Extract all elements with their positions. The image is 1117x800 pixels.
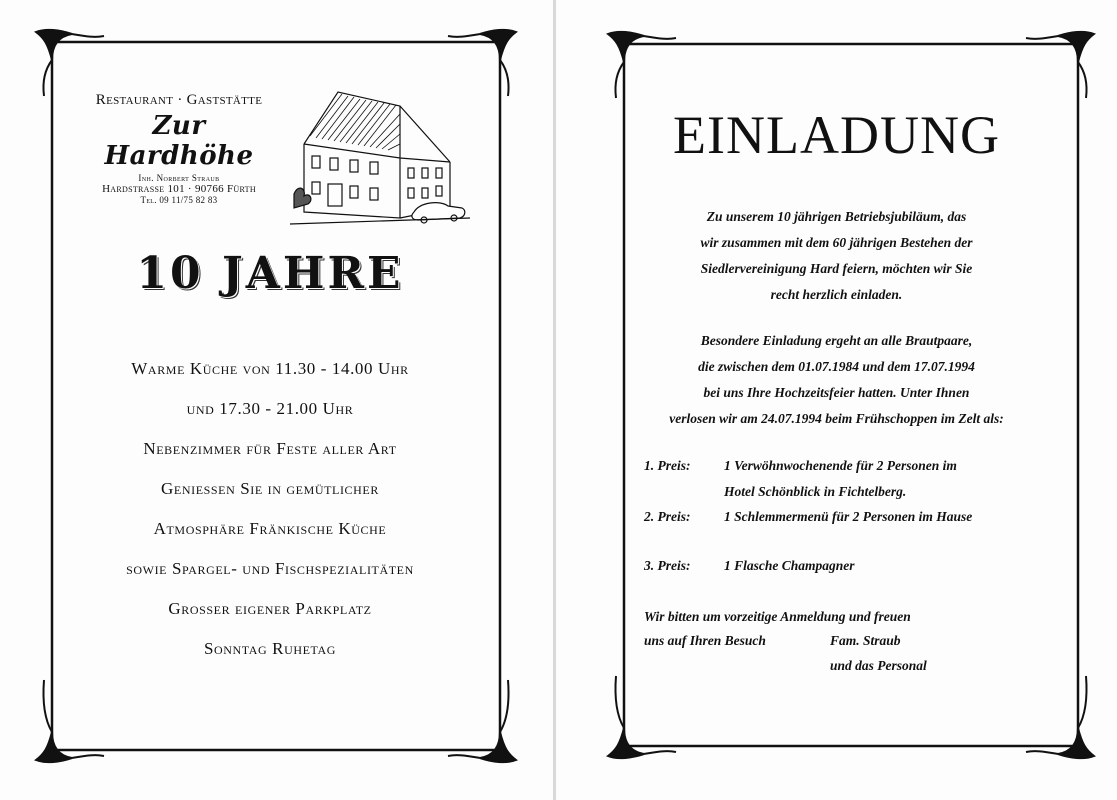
- right-page: [556, 0, 1117, 800]
- prize-text: 1 Verwöhnwochenende für 2 Personen im: [724, 458, 957, 473]
- feature-item: Geniessen Sie in gemütlicher: [161, 479, 379, 498]
- paragraph-line: recht herzlich einladen.: [770, 287, 903, 302]
- invitation-title: EINLADUNG: [673, 105, 1000, 165]
- closing-line: Wir bitten um vorzeitige Anmeldung und freuen: [644, 609, 911, 624]
- invitation-paragraph-1: [596, 204, 1077, 308]
- prize-text: Hotel Schönblick in Fichtelberg.: [724, 484, 907, 499]
- anniversary-heading: 10 JAHRE: [136, 248, 404, 299]
- prize-2: [644, 504, 972, 530]
- paragraph-line: verlosen wir am 24.07.1994 beim Frühschoppen im Zelt als:: [669, 411, 1004, 426]
- invitation-paragraph-2: [596, 328, 1077, 432]
- signature-family: Fam. Straub: [830, 633, 901, 648]
- restaurant-address: Hardstrasse 101 · 90766 Fürth: [102, 183, 256, 195]
- paragraph-line: die zwischen dem 01.07.1984 und dem 17.07.1994: [698, 359, 975, 374]
- prize-1-continued: [644, 479, 906, 505]
- prize-text: 1 Flasche Champagner: [724, 558, 855, 573]
- prize-label: 1. Preis:: [644, 458, 691, 473]
- feature-item: Grosser eigener Parkplatz: [168, 599, 372, 618]
- restaurant-name: Zur Hardhöhe: [104, 111, 254, 171]
- restaurant-header: [84, 92, 274, 205]
- restaurant-subtitle: Restaurant · Gaststätte: [95, 92, 263, 108]
- restaurant-phone: Tel. 09 11/75 82 83: [140, 195, 218, 205]
- feature-item: Warme Küche von 11.30 - 14.00 Uhr: [131, 359, 409, 378]
- feature-item: und 17.30 - 21.00 Uhr: [186, 399, 354, 418]
- prize-text: 1 Schlemmermenü für 2 Personen im Hause: [724, 509, 973, 524]
- feature-item: sowie Spargel- und Fischspezialitäten: [126, 559, 414, 578]
- paragraph-line: Siedlervereinigung Hard feiern, möchten wir Sie: [700, 261, 973, 276]
- paragraph-line: Zu unserem 10 jährigen Betriebsjubiläum, das: [706, 209, 967, 224]
- feature-list: [40, 352, 500, 672]
- prize-label: 2. Preis:: [644, 509, 691, 524]
- paragraph-line: wir zusammen mit dem 60 jährigen Bestehen der: [700, 235, 973, 250]
- prize-1: [644, 453, 957, 479]
- paragraph-line: bei uns Ihre Hochzeitsfeier hatten. Unter Ihnen: [703, 385, 970, 400]
- restaurant-building-illustration: [290, 84, 470, 229]
- feature-item: Atmosphäre Fränkische Küche: [153, 519, 387, 538]
- feature-item: Nebenzimmer für Feste aller Art: [143, 439, 397, 458]
- paragraph-line: Besondere Einladung ergeht an alle Brautpaare,: [700, 333, 973, 348]
- prize-label: 3. Preis:: [644, 558, 691, 573]
- restaurant-owner: Inh. Norbert Straub: [138, 173, 220, 183]
- prize-3: [644, 553, 855, 579]
- closing-line: uns auf Ihren Besuch: [644, 633, 766, 648]
- feature-item: Sonntag Ruhetag: [203, 639, 337, 658]
- signature-staff: und das Personal: [830, 658, 927, 673]
- left-page: [0, 0, 553, 800]
